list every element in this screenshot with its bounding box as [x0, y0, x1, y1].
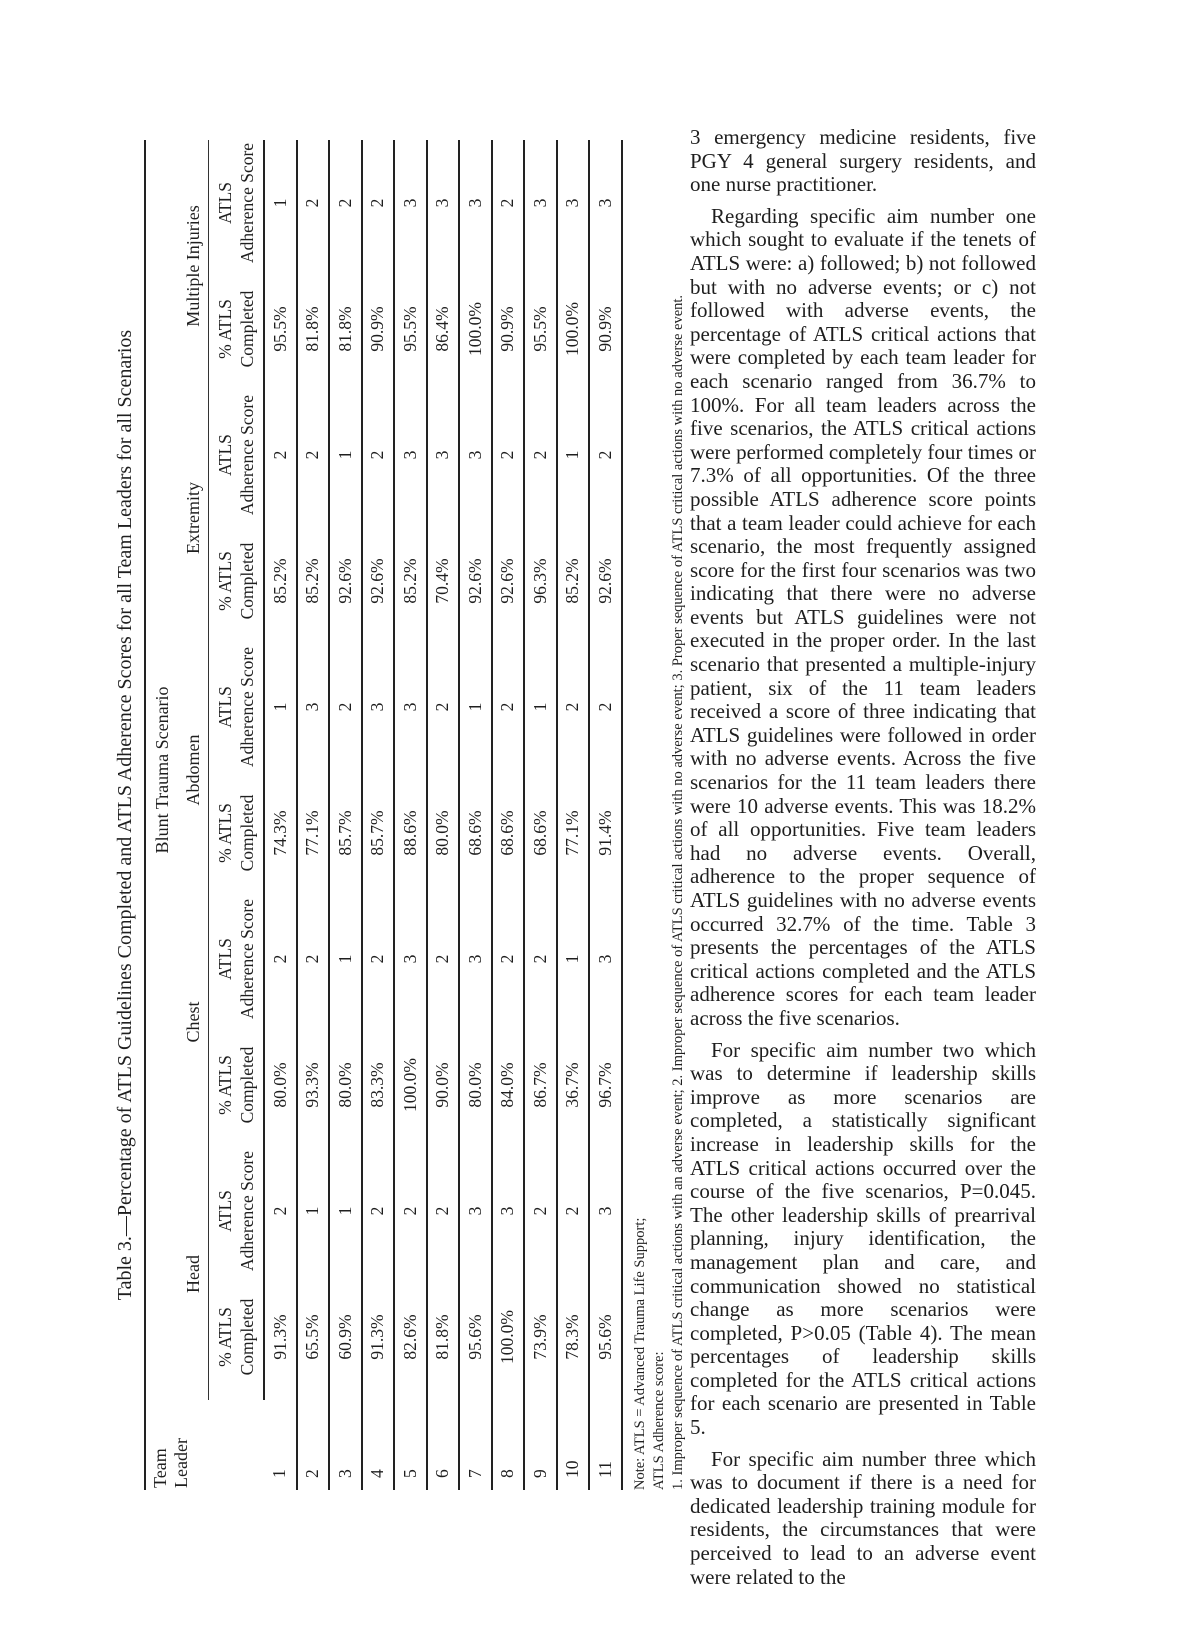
adherence-score-cell: 1 — [557, 392, 590, 518]
pct-header-line2: Completed — [237, 290, 257, 368]
pct-completed-cell: 81.8% — [297, 266, 330, 392]
pct-completed-cell: 70.4% — [427, 518, 460, 644]
pct-header-line1: % ATLS — [215, 299, 235, 359]
pct-completed-cell: 86.7% — [524, 1022, 557, 1148]
adherence-score-cell: 2 — [362, 1148, 395, 1274]
adherence-score-cell: 2 — [427, 1148, 460, 1274]
pct-completed-cell: 100.0% — [394, 1022, 427, 1148]
pct-completed-cell: 91.4% — [589, 770, 622, 896]
pct-header-line2: Completed — [237, 794, 257, 872]
adherence-score-cell: 2 — [524, 392, 557, 518]
team-leader-id: 4 — [362, 1400, 395, 1490]
adherence-score-cell: 2 — [492, 896, 525, 1022]
pct-completed-cell: 92.6% — [492, 518, 525, 644]
pct-completed-cell: 81.8% — [427, 1274, 460, 1400]
adherence-score-cell: 3 — [427, 392, 460, 518]
adherence-score-cell: 2 — [492, 140, 525, 266]
note-line: ATLS Adherence score: — [650, 1351, 667, 1490]
pct-header-line1: % ATLS — [215, 551, 235, 611]
team-leader-id: 11 — [589, 1400, 622, 1490]
adherence-score-cell: 2 — [427, 896, 460, 1022]
pct-completed-header — [209, 1274, 265, 1400]
adherence-score-cell: 2 — [427, 644, 460, 770]
pct-completed-cell: 80.0% — [427, 770, 460, 896]
adherence-score-cell: 3 — [459, 896, 492, 1022]
pct-completed-cell: 36.7% — [557, 1022, 590, 1148]
table-row — [589, 140, 622, 1490]
paragraph: 3 emergency medicine residents, five PGY 4 general surgery residents, and one nurse practitioner. — [690, 125, 1036, 197]
table-row — [394, 140, 427, 1490]
pct-completed-header — [209, 1022, 265, 1148]
team-leader-header: Team Leader — [145, 1400, 264, 1490]
paragraph: Regarding specific aim number one which sought to evaluate if the tenets of ATLS were: a) followed; b) not followed but with no adverse events; or c) not followed with adverse events, the percentage of ATLS critical actions that were completed by each team leader for each scenario ranged from 36.7% to 100%. For all team leaders across the five scenarios, the ATLS critical actions were performed completely four times or 7.3% of all opportunities. Of the three possible ATLS adherence score points that a team leader could achieve for each scenario, the most frequently assigned score for the first four scenarios was two indicating that there were no adverse events but ATLS guidelines were not executed in the proper order. In the last scenario that presented a multiple-injury patient, six of the 11 team leaders received a score of three indicating that ATLS guidelines were followed in order with no adverse events. Across the five scenarios for the 11 team leaders there were 10 adverse events. This was 18.2% of all opportunities. Five team leaders had no adverse events. Overall, adherence to the proper sequence of ATLS guidelines with no adverse events occurred 32.7% of the time. Table 3 presents the percentages of the ATLS critical actions completed and the ATLS adherence scores for each team leader across the five scenarios. — [690, 203, 1036, 1030]
team-leader-id: 1 — [264, 1400, 297, 1490]
adherence-score-cell: 2 — [492, 392, 525, 518]
adherence-score-cell: 2 — [297, 392, 330, 518]
adherence-score-cell: 3 — [557, 140, 590, 266]
adherence-score-cell: 1 — [264, 140, 297, 266]
pct-completed-cell: 77.1% — [557, 770, 590, 896]
pct-completed-cell: 77.1% — [297, 770, 330, 896]
team-leader-id: 7 — [459, 1400, 492, 1490]
pct-completed-cell: 68.6% — [524, 770, 557, 896]
pct-completed-cell: 91.3% — [362, 1274, 395, 1400]
pct-header-line1: % ATLS — [215, 803, 235, 863]
adherence-score-cell: 2 — [394, 1148, 427, 1274]
pct-completed-header — [209, 518, 265, 644]
pct-completed-cell: 91.3% — [264, 1274, 297, 1400]
pct-header-line1: % ATLS — [215, 1055, 235, 1115]
pct-completed-cell: 85.2% — [264, 518, 297, 644]
table-row — [329, 140, 362, 1490]
adherence-score-header — [209, 140, 265, 266]
table-caption: Table 3.—Percentage of ATLS Guidelines Completed and ATLS Adherence Scores for all Team Leaders for all Scenarios — [114, 329, 136, 1301]
adherence-score-cell: 2 — [589, 392, 622, 518]
adherence-score-header — [209, 644, 265, 770]
score-header-line1: ATLS — [215, 686, 235, 728]
pct-completed-header — [209, 266, 265, 392]
table-row — [524, 140, 557, 1490]
score-header-line2: Adherence Score — [237, 1151, 257, 1272]
adherence-score-cell: 2 — [264, 896, 297, 1022]
adherence-score-cell: 2 — [297, 140, 330, 266]
note-line: 1. Improper sequence of ATLS critical actions with an adverse event; 2. Improper sequence of ATLS critical actions with no adverse event; 3. Proper sequence of ATLS critical actions with no adverse event. — [669, 294, 686, 1490]
score-header-line2: Adherence Score — [237, 647, 257, 768]
pct-header-line2: Completed — [237, 1298, 257, 1376]
pct-completed-cell: 92.6% — [362, 518, 395, 644]
adherence-score-cell: 3 — [492, 1148, 525, 1274]
adherence-score-cell: 1 — [557, 896, 590, 1022]
table-3-rotated-block — [110, 140, 690, 1490]
pct-completed-cell: 90.9% — [589, 266, 622, 392]
pct-completed-cell: 88.6% — [394, 770, 427, 896]
adherence-table — [144, 140, 623, 1490]
pct-completed-cell: 90.0% — [427, 1022, 460, 1148]
score-header-line2: Adherence Score — [237, 899, 257, 1020]
table-row — [297, 140, 330, 1490]
adherence-score-cell: 3 — [589, 1148, 622, 1274]
pct-header-line2: Completed — [237, 1046, 257, 1124]
adherence-score-cell: 2 — [362, 392, 395, 518]
adherence-score-cell: 1 — [459, 644, 492, 770]
pct-completed-cell: 85.2% — [297, 518, 330, 644]
pct-completed-cell: 68.6% — [459, 770, 492, 896]
pct-completed-cell: 80.0% — [264, 1022, 297, 1148]
scenario-header-chest: Chest — [178, 896, 209, 1148]
table-row — [459, 140, 492, 1490]
team-leader-id: 8 — [492, 1400, 525, 1490]
scenario-header-head: Head — [178, 1148, 209, 1400]
adherence-score-cell: 3 — [524, 140, 557, 266]
pct-completed-cell: 84.0% — [492, 1022, 525, 1148]
table-notes — [631, 140, 688, 1490]
adherence-score-header — [209, 1148, 265, 1274]
pct-completed-cell: 100.0% — [557, 266, 590, 392]
table-body — [264, 140, 622, 1490]
pct-completed-cell: 85.7% — [362, 770, 395, 896]
team-leader-id: 6 — [427, 1400, 460, 1490]
pct-completed-cell: 92.6% — [459, 518, 492, 644]
pct-completed-cell: 65.5% — [297, 1274, 330, 1400]
pct-completed-cell: 96.7% — [589, 1022, 622, 1148]
adherence-score-cell: 2 — [557, 1148, 590, 1274]
pct-completed-cell: 95.6% — [589, 1274, 622, 1400]
team-leader-id: 9 — [524, 1400, 557, 1490]
team-leader-id: 3 — [329, 1400, 362, 1490]
adherence-score-cell: 3 — [362, 644, 395, 770]
adherence-score-cell: 2 — [329, 644, 362, 770]
pct-completed-cell: 85.2% — [557, 518, 590, 644]
pct-completed-cell: 90.9% — [362, 266, 395, 392]
adherence-score-cell: 1 — [329, 896, 362, 1022]
pct-completed-cell: 81.8% — [329, 266, 362, 392]
pct-completed-cell: 92.6% — [589, 518, 622, 644]
pct-completed-cell: 68.6% — [492, 770, 525, 896]
pct-completed-cell: 100.0% — [492, 1274, 525, 1400]
adherence-score-cell: 2 — [264, 1148, 297, 1274]
scenario-header-extremity: Extremity — [178, 392, 209, 644]
pct-completed-cell: 95.6% — [459, 1274, 492, 1400]
adherence-score-cell: 2 — [362, 140, 395, 266]
adherence-score-cell: 3 — [297, 644, 330, 770]
adherence-score-cell: 2 — [557, 644, 590, 770]
adherence-score-cell: 3 — [394, 140, 427, 266]
pct-completed-cell: 85.2% — [394, 518, 427, 644]
pct-completed-cell: 86.4% — [427, 266, 460, 392]
pct-completed-cell: 60.9% — [329, 1274, 362, 1400]
scenario-header-abdomen: Abdomen — [178, 644, 209, 896]
pct-completed-cell: 90.9% — [492, 266, 525, 392]
paragraph: For specific aim number three which was to document if there is a need for dedicated leadership training module for residents, the circumstances that were perceived to lead to an adverse event were related to the — [690, 1446, 1036, 1589]
pct-completed-cell: 78.3% — [557, 1274, 590, 1400]
team-leader-id: 2 — [297, 1400, 330, 1490]
adherence-score-header — [209, 392, 265, 518]
adherence-score-cell: 3 — [394, 644, 427, 770]
body-text-column — [690, 126, 1036, 1597]
adherence-score-cell: 2 — [329, 140, 362, 266]
team-leader-id: 5 — [394, 1400, 427, 1490]
table-row — [264, 140, 297, 1490]
adherence-score-cell: 2 — [297, 896, 330, 1022]
adherence-score-cell: 1 — [264, 644, 297, 770]
team-leader-id: 10 — [557, 1400, 590, 1490]
pct-completed-cell: 92.6% — [329, 518, 362, 644]
adherence-score-cell: 3 — [589, 140, 622, 266]
score-header-line1: ATLS — [215, 182, 235, 224]
pct-completed-cell: 85.7% — [329, 770, 362, 896]
pct-header-line1: % ATLS — [215, 1307, 235, 1367]
pct-completed-cell: 95.5% — [394, 266, 427, 392]
table-row — [492, 140, 525, 1490]
pct-completed-cell: 100.0% — [459, 266, 492, 392]
pct-completed-cell: 93.3% — [297, 1022, 330, 1148]
adherence-score-cell: 3 — [394, 392, 427, 518]
adherence-score-cell: 1 — [524, 644, 557, 770]
pct-completed-cell: 73.9% — [524, 1274, 557, 1400]
adherence-score-cell: 3 — [459, 1148, 492, 1274]
pct-completed-cell: 80.0% — [459, 1022, 492, 1148]
adherence-score-cell: 2 — [492, 644, 525, 770]
adherence-score-cell: 2 — [524, 1148, 557, 1274]
sub-header-row — [209, 140, 265, 1490]
adherence-score-cell: 3 — [459, 140, 492, 266]
adherence-score-cell: 1 — [297, 1148, 330, 1274]
adherence-score-cell: 2 — [264, 392, 297, 518]
score-header-line2: Adherence Score — [237, 142, 257, 263]
adherence-score-cell: 1 — [329, 392, 362, 518]
scenario-header-multiple-injuries: Multiple Injuries — [178, 140, 209, 392]
adherence-score-header — [209, 896, 265, 1022]
pct-completed-cell: 74.3% — [264, 770, 297, 896]
note-line: Note: ATLS = Advanced Trauma Life Support; — [631, 1217, 648, 1490]
score-header-line1: ATLS — [215, 434, 235, 476]
pct-completed-header — [209, 770, 265, 896]
pct-completed-cell: 83.3% — [362, 1022, 395, 1148]
adherence-score-cell: 3 — [589, 896, 622, 1022]
pct-completed-cell: 82.6% — [394, 1274, 427, 1400]
adherence-score-cell: 3 — [427, 140, 460, 266]
table-row — [557, 140, 590, 1490]
table-row — [427, 140, 460, 1490]
paragraph: For specific aim number two which was to determine if leadership skills improve as more scenarios are completed, a statistically significant increase in leadership skills for the ATLS critical actions occurred over the course of the five scenarios, P=0.045. The other leadership skills of prearrival planning, injury identification, the management plan and care, and communication showed no statistical change as more scenarios were completed, P>0.05 (Table 4). The mean percentages of leadership skills completed for the ATLS critical actions for each scenario are presented in Table 5. — [690, 1037, 1036, 1440]
pct-header-line2: Completed — [237, 542, 257, 620]
score-header-line2: Adherence Score — [237, 395, 257, 516]
score-header-line1: ATLS — [215, 1190, 235, 1232]
pct-completed-cell: 96.3% — [524, 518, 557, 644]
table-row — [362, 140, 395, 1490]
pct-completed-cell: 80.0% — [329, 1022, 362, 1148]
group-header: Blunt Trauma Scenario — [145, 140, 178, 1400]
adherence-score-cell: 2 — [362, 896, 395, 1022]
adherence-score-cell: 1 — [329, 1148, 362, 1274]
adherence-score-cell: 2 — [524, 896, 557, 1022]
adherence-score-cell: 3 — [394, 896, 427, 1022]
score-header-line1: ATLS — [215, 938, 235, 980]
pct-completed-cell: 95.5% — [264, 266, 297, 392]
adherence-score-cell: 3 — [459, 392, 492, 518]
pct-completed-cell: 95.5% — [524, 266, 557, 392]
adherence-score-cell: 2 — [589, 644, 622, 770]
